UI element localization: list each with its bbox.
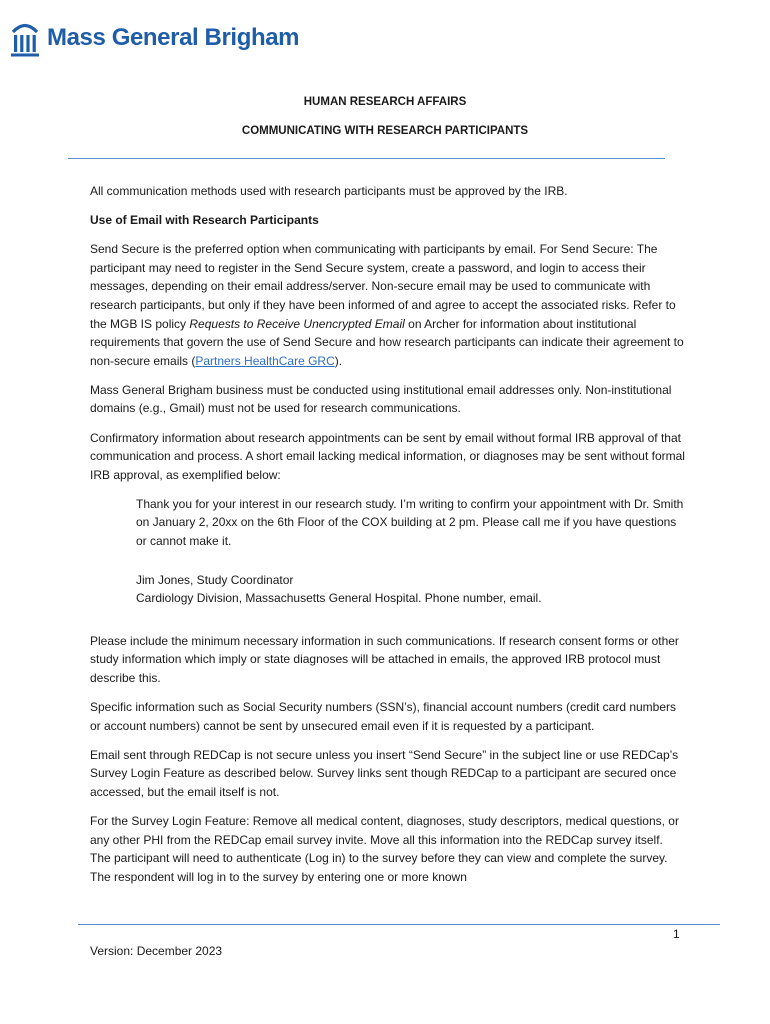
footer-divider bbox=[78, 924, 720, 925]
paragraph-approval: All communication methods used with research participants must be approved by the IRB. bbox=[90, 184, 568, 198]
paragraph-send-secure bbox=[90, 240, 685, 370]
policy-title: Requests to Receive Unencrypted Email bbox=[189, 316, 405, 331]
logo bbox=[10, 18, 299, 58]
p2-text-a: Send Secure is the preferred option when communicating with participants by email. For Send Secure: The participant may need to register in the Send Secure system, create a password, and login to access their messages, depending on their email address/server. Non-secure email may be used to communicate with research participants, but only if they have been informed of and agree to accept the associated risks. Refer to the MGB IS policy bbox=[90, 242, 676, 331]
paragraph-minimum-necessary: Please include the minimum necessary information in such communications. If research consent forms or other study information which imply or state diagnoses will be attached in emails, the approved IRB protocol must describe this. bbox=[90, 633, 679, 685]
p2-text-c: ). bbox=[334, 353, 343, 368]
document-title-2: COMMUNICATING WITH RESEARCH PARTICIPANTS bbox=[241, 125, 529, 137]
signature-line-2: Cardiology Division, Massachusetts General Hospital. Phone number, email. bbox=[136, 591, 542, 606]
document-body bbox=[90, 182, 685, 897]
example-signature bbox=[136, 571, 685, 608]
paragraph-survey-login: For the Survey Login Feature: Remove all medical content, diagnoses, study descriptors, medical questions, or any other PHI from the REDCap email survey invite. Move all this information into the REDCap survey itself. The participant will need to authenticate (Log in) to the survey before they can view and complete the survey. The respondent will log in to the survey by entering one or more known bbox=[90, 814, 679, 884]
grc-link[interactable]: Partners HealthCare GRC bbox=[195, 353, 335, 368]
columns-logo-icon bbox=[10, 18, 40, 58]
document-title-1: HUMAN RESEARCH AFFAIRS bbox=[303, 96, 467, 108]
paragraph-confirmatory: Confirmatory information about research appointments can be sent by email without formal IRB approval of that communication and process. A short email lacking medical information, or diagnoses may be sent without formal IRB approval, as exemplified below: bbox=[90, 430, 685, 482]
paragraph-redcap: Email sent through REDCap is not secure unless you insert “Send Secure” in the subject line or use REDCap’s Survey Login Feature as described below. Survey links sent though REDCap to a participant are secured once accessed, but the email itself is not. bbox=[90, 747, 679, 799]
paragraph-specific-info: Specific information such as Social Security numbers (SSN’s), financial account numbers (credit card numbers or account numbers) cannot be sent by unsecured email even if it is requested by a participant. bbox=[90, 700, 677, 733]
signature-line-1: Jim Jones, Study Coordinator bbox=[136, 572, 294, 587]
p2-text-b: on Archer for information about institutional requirements that govern the use of Send Secure and how research participants can indicate their agreement to non-secure emails ( bbox=[90, 316, 684, 368]
section-heading-email: Use of Email with Research Participants bbox=[90, 213, 319, 228]
logo-text: Mass General Brigham bbox=[47, 24, 300, 51]
header-divider bbox=[68, 158, 665, 159]
version-text: Version: December 2023 bbox=[90, 944, 223, 958]
page-number: 1 bbox=[673, 927, 680, 941]
example-quote: Thank you for your interest in our research study. I’m writing to confirm your appointment with Dr. Smith on January 2, 20xx on the 6th Floor of the COX building at 2 pm. Please call me if you have questions or cannot make it. bbox=[136, 496, 684, 548]
paragraph-institutional-email: Mass General Brigham business must be conducted using institutional email addresses only. Non-institutional domains (e.g., Gmail) must not be used for research communications. bbox=[90, 382, 672, 416]
